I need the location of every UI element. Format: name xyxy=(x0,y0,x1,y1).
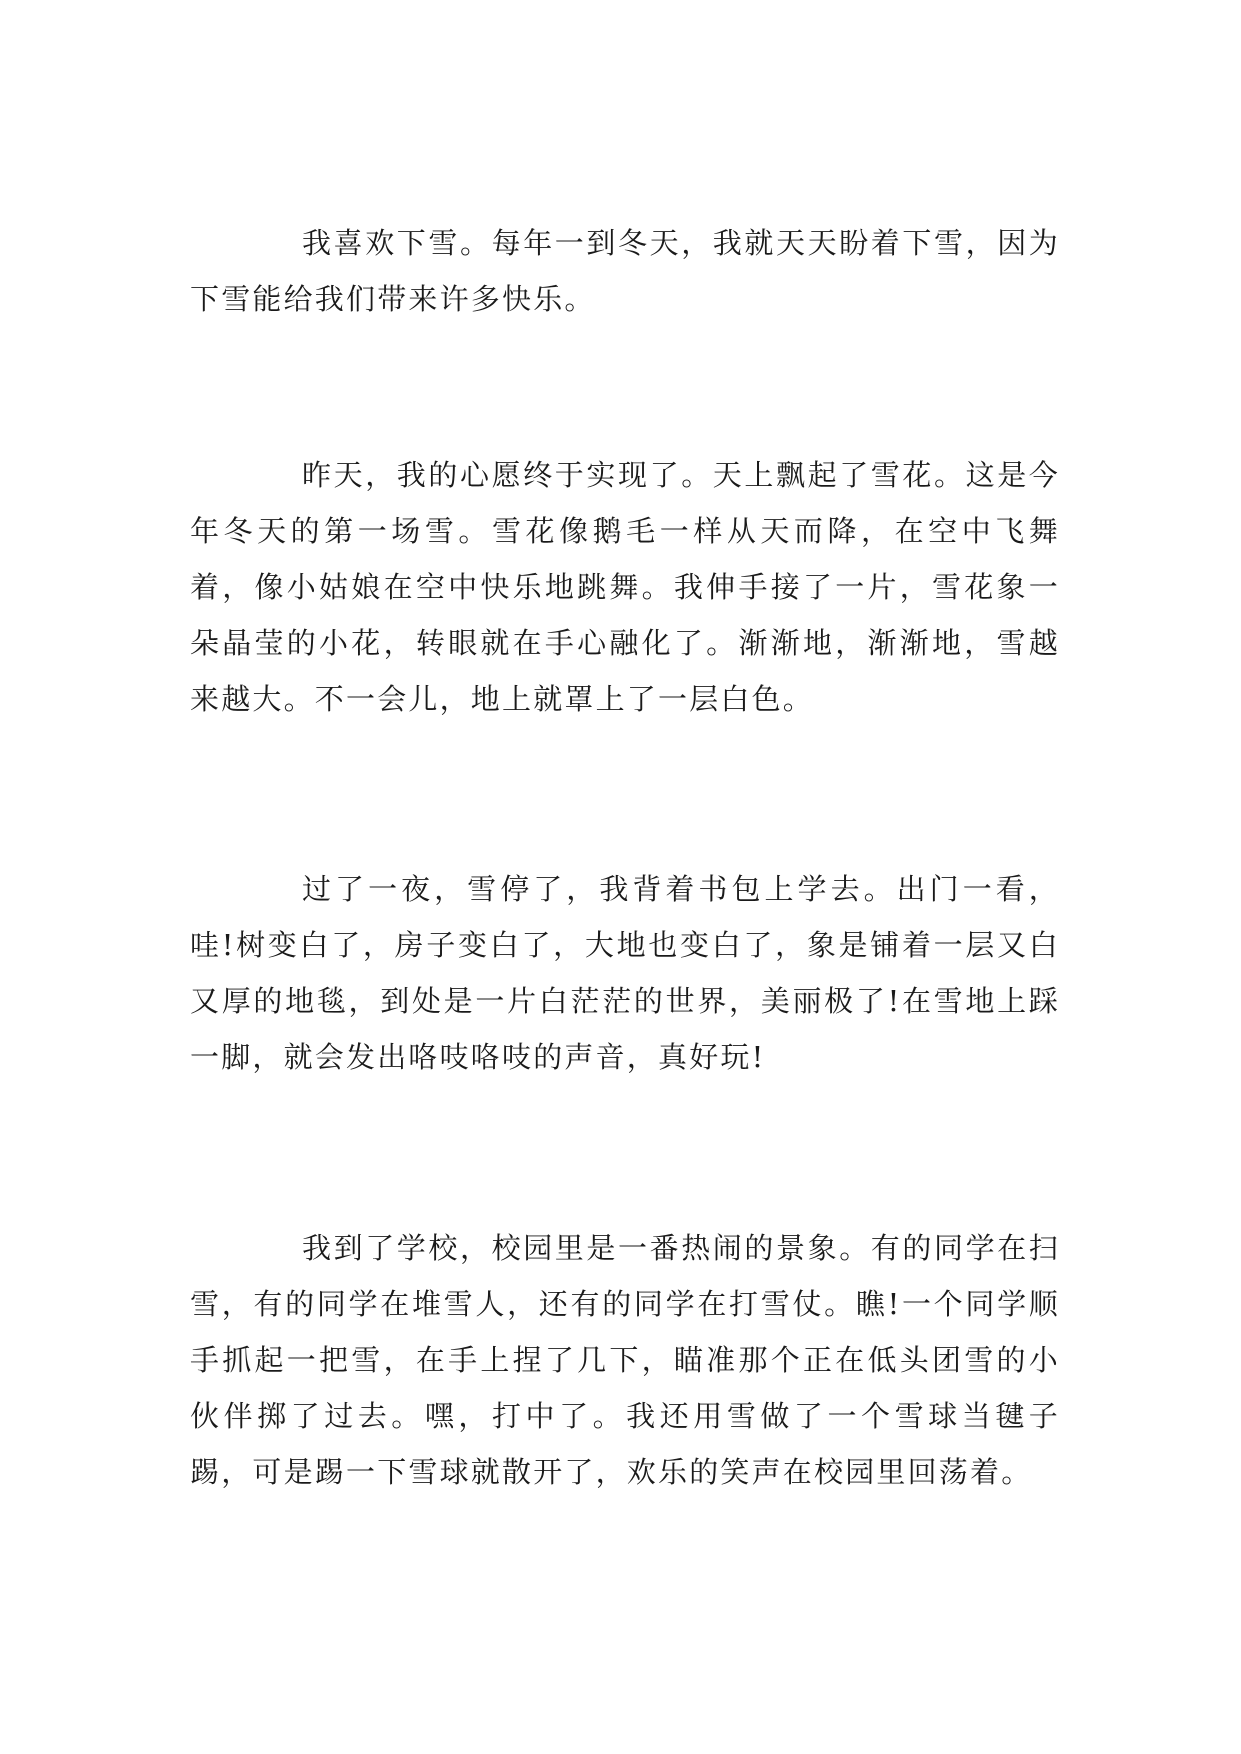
paragraph-2: 昨天，我的心愿终于实现了。天上飘起了雪花。这是今年冬天的第一场雪。雪花像鹅毛一样从天而降，在空中飞舞着，像小姑娘在空中快乐地跳舞。我伸手接了一片，雪花象一朵晶莹的小花，转眼就在手心融化了。渐渐地，渐渐地，雪越来越大。不一会儿，地上就罩上了一层白色。 xyxy=(190,458,1060,716)
paragraph-4: 我到了学校，校园里是一番热闹的景象。有的同学在扫雪，有的同学在堆雪人，还有的同学在打雪仗。瞧!一个同学顺手抓起一把雪，在手上捏了几下，瞄准那个正在低头团雪的小伙伴掷了过去。嘿，打中了。我还用雪做了一个雪球当毽子踢，可是踢一下雪球就散开了，欢乐的笑声在校园里回荡着。 xyxy=(190,1231,1060,1489)
paragraph-3: 过了一夜，雪停了，我背着书包上学去。出门一看，哇!树变白了，房子变白了，大地也变白了，象是铺着一层又白又厚的地毯，到处是一片白茫茫的世界，美丽极了!在雪地上踩一脚，就会发出咯吱咯吱的声音，真好玩! xyxy=(190,872,1060,1074)
paragraph-1: 我喜欢下雪。每年一到冬天，我就天天盼着下雪，因为下雪能给我们带来许多快乐。 xyxy=(190,226,1060,316)
